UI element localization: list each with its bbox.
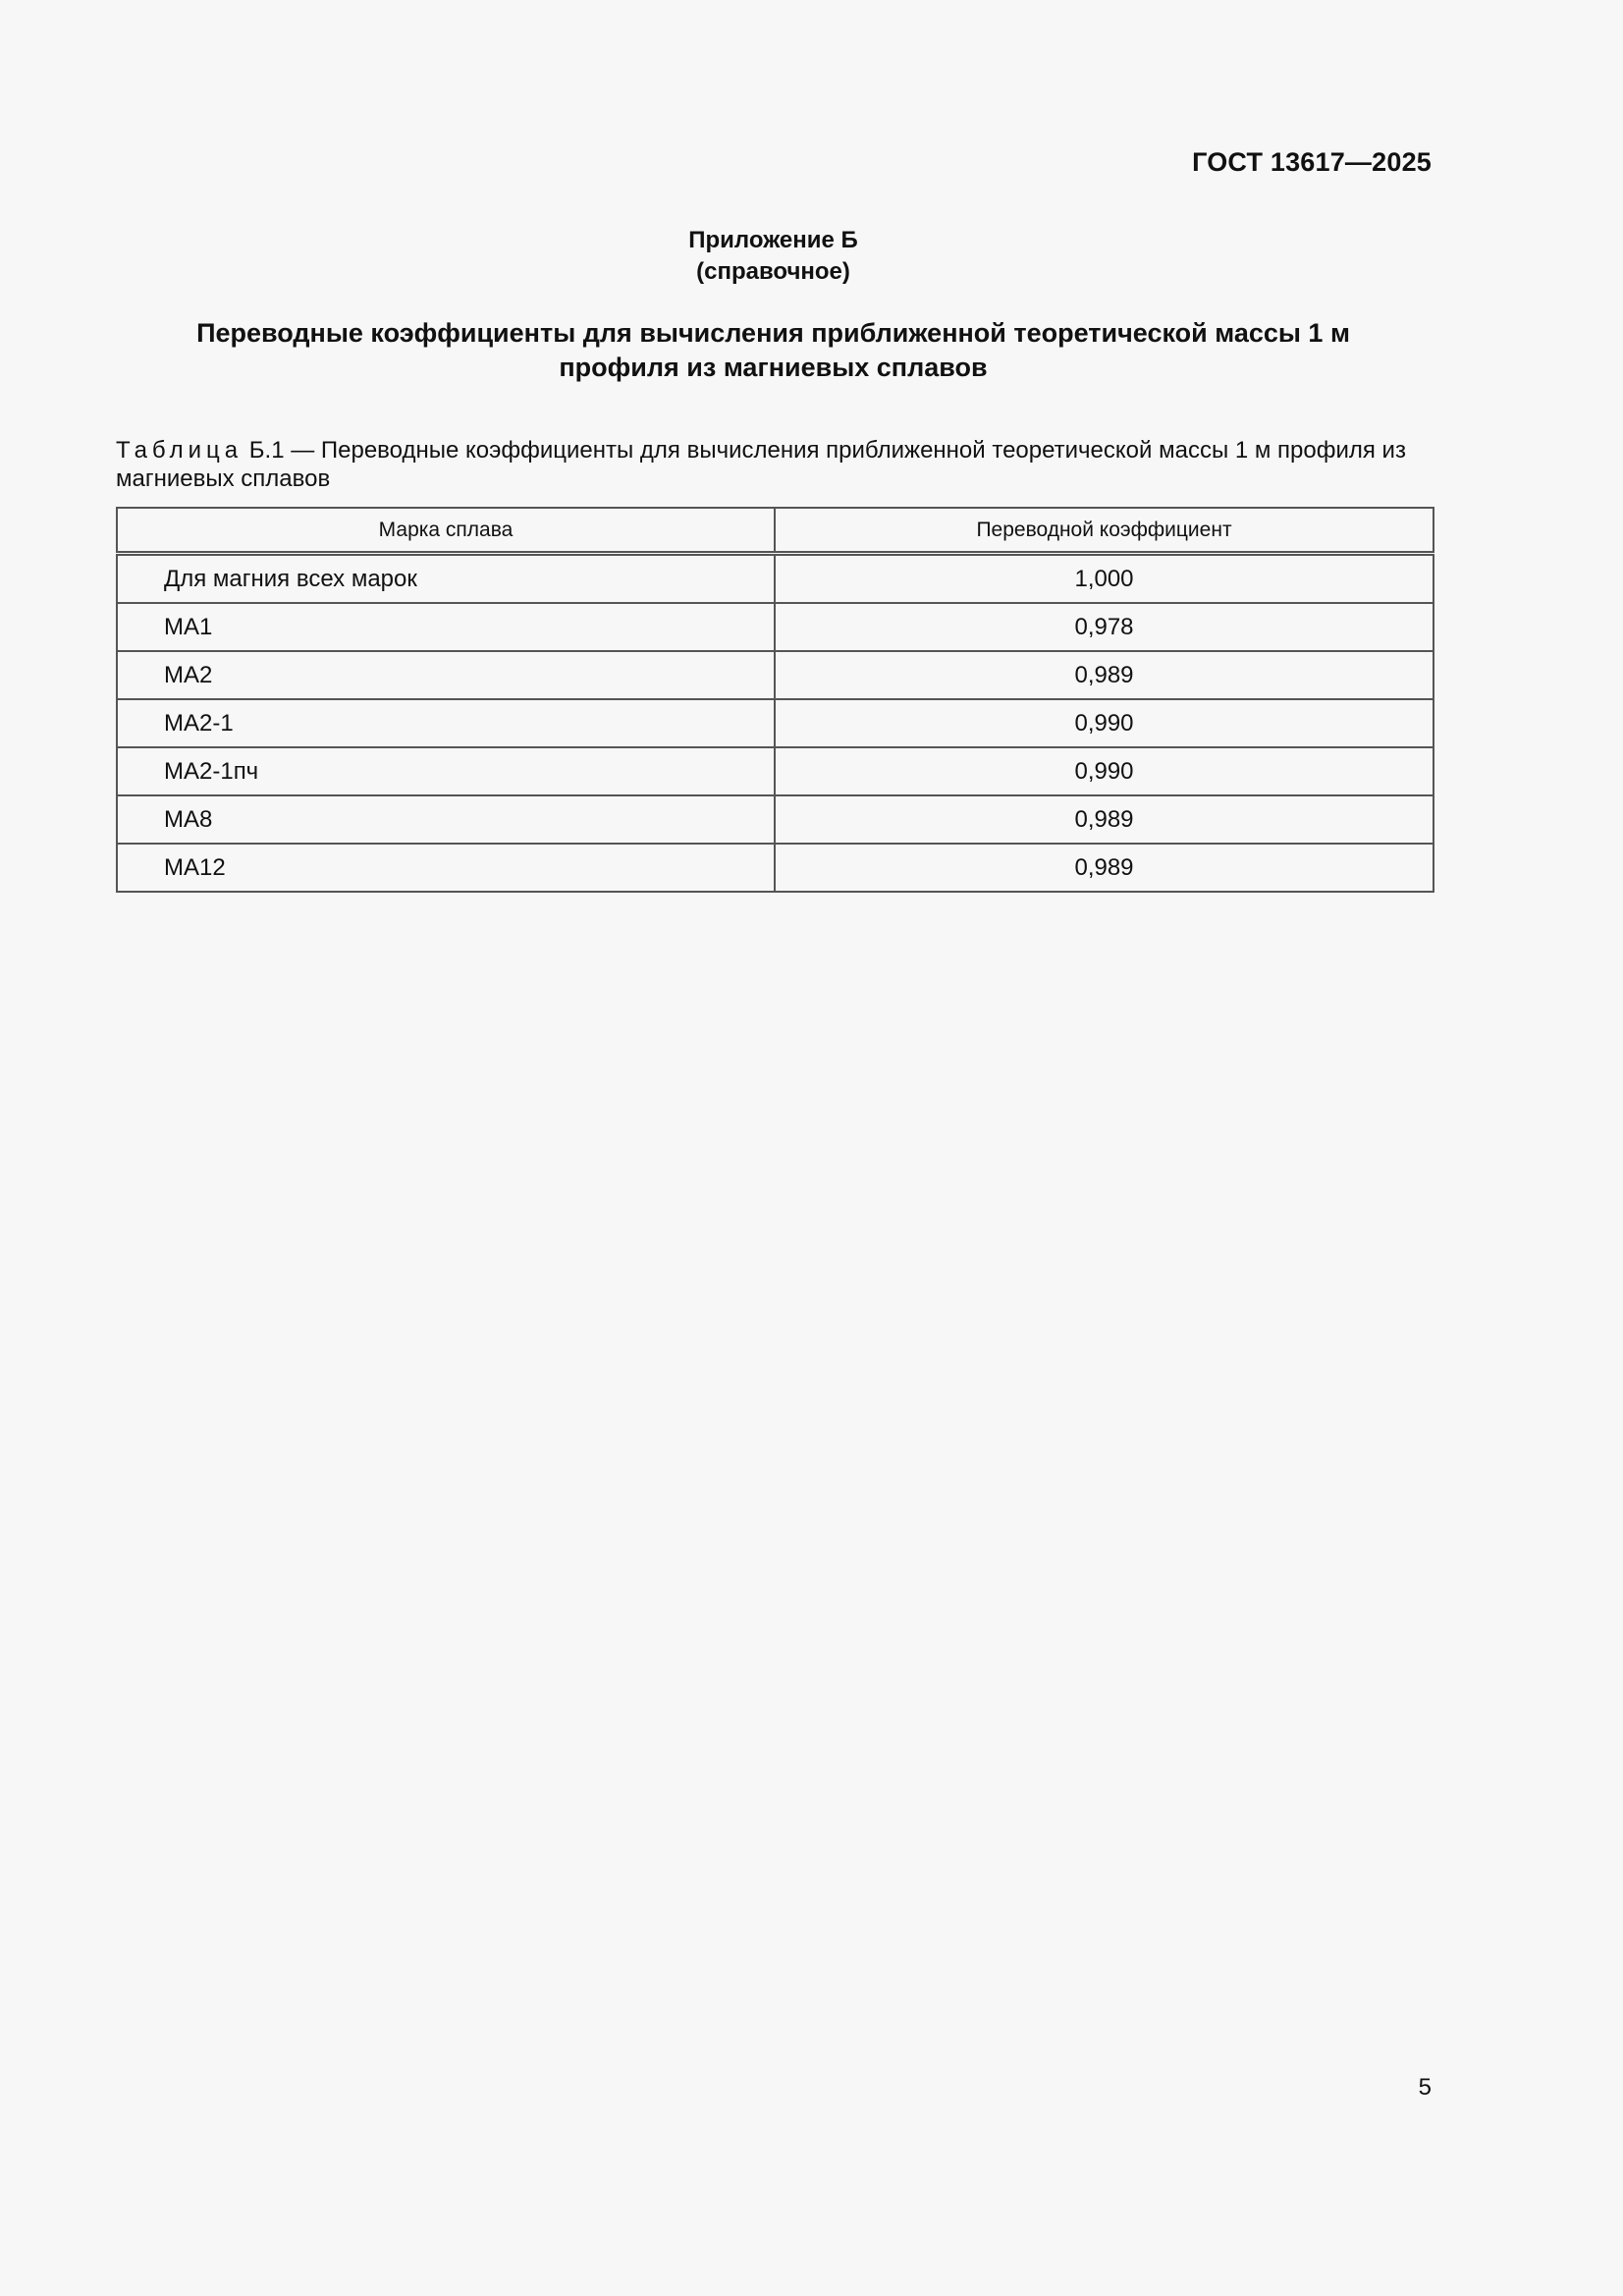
alloy-grade-cell: Для магния всех марок	[117, 554, 775, 604]
table-row	[117, 795, 1434, 844]
coefficient-cell: 0,989	[775, 651, 1434, 699]
table-row	[117, 651, 1434, 699]
coefficients-table	[116, 507, 1434, 893]
document-code: ГОСТ 13617—2025	[1192, 147, 1432, 177]
table-row	[117, 747, 1434, 795]
coefficient-cell: 0,978	[775, 603, 1434, 651]
table-row	[117, 554, 1434, 604]
alloy-grade-cell: МА12	[117, 844, 775, 892]
column-header-grade: Марка сплава	[117, 508, 775, 554]
alloy-grade-cell: МА8	[117, 795, 775, 844]
table-header-row	[117, 508, 1434, 554]
table-row	[117, 844, 1434, 892]
table-row	[117, 603, 1434, 651]
column-header-coefficient: Переводной коэффициент	[775, 508, 1434, 554]
table-row	[117, 699, 1434, 747]
alloy-grade-cell: МА2-1пч	[117, 747, 775, 795]
coefficient-cell: 1,000	[775, 554, 1434, 604]
appendix-title: Приложение Б	[688, 227, 858, 253]
alloy-grade-cell: МА2	[117, 651, 775, 699]
coefficient-cell: 0,990	[775, 699, 1434, 747]
appendix-kind: (справочное)	[696, 258, 850, 285]
table-caption	[116, 436, 1432, 493]
table-caption-text: Б.1 — Переводные коэффициенты для вычисления приближенной теоретической массы 1 м профиля из магниевых сплавов	[116, 437, 1406, 492]
alloy-grade-cell: МА2-1	[117, 699, 775, 747]
coefficient-cell: 0,990	[775, 747, 1434, 795]
alloy-grade-cell: МА1	[117, 603, 775, 651]
section-title: Переводные коэффициенты для вычисления приближенной теоретической массы 1 м профиля из магниевых сплавов	[196, 318, 1350, 382]
page-number: 5	[1418, 2074, 1432, 2101]
coefficient-cell: 0,989	[775, 844, 1434, 892]
table-caption-label: Таблица	[116, 437, 243, 464]
coefficient-cell: 0,989	[775, 795, 1434, 844]
